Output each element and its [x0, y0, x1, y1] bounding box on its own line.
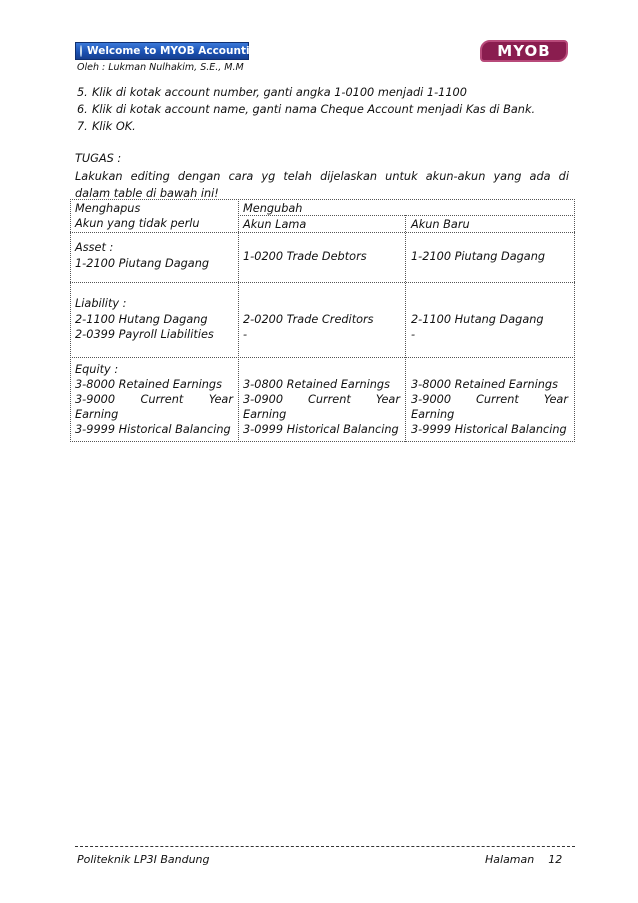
header-new-account: Akun Baru — [411, 218, 470, 231]
tugas-line-2: dalam table di bawah ini! — [75, 187, 219, 200]
author-line: Oleh : Lukman Nulhakim, S.E., M.M — [77, 62, 244, 73]
table-divider — [405, 215, 406, 442]
header-change: Mengubah — [243, 202, 303, 215]
footer-divider — [75, 846, 575, 847]
asset-label: Asset : — [75, 241, 114, 254]
equity-delete-cell: 3-8000 Retained Earnings — [75, 378, 222, 391]
liability-delete-cell: 2-1100 Hutang Dagang — [75, 313, 208, 326]
tugas-instructions — [75, 168, 569, 202]
table-divider — [238, 199, 239, 442]
page-number: 12 — [548, 853, 563, 866]
table-border — [70, 441, 575, 442]
asset-old-cell: 1-0200 Trade Debtors — [243, 250, 367, 263]
equity-delete-cell: 3-9000 Current Year — [75, 393, 233, 406]
equity-old-cell: Earning — [243, 408, 287, 421]
table-border — [70, 199, 575, 200]
asset-new-cell: 1-2100 Piutang Dagang — [411, 250, 546, 263]
step-item: 7. Klik OK. — [77, 120, 136, 133]
banner-text: Welcome to MYOB Accounting — [87, 45, 265, 57]
tugas-line-1: Lakukan editing dengan cara yg telah dijelaskan untuk akun-akun yang ada di — [75, 170, 569, 183]
equity-new-cell: Earning — [411, 408, 455, 421]
liability-old-cell: - — [243, 328, 248, 341]
equity-new-cell: 3-9000 Current Year — [411, 393, 568, 406]
accounts-table — [70, 199, 575, 442]
equity-delete-cell: Earning — [75, 408, 119, 421]
steps-list — [77, 84, 535, 135]
page-indicator — [485, 853, 562, 866]
table-divider — [70, 282, 575, 283]
liability-old-cell: 2-0200 Trade Creditors — [243, 313, 374, 326]
asset-delete-cell: 1-2100 Piutang Dagang — [75, 257, 210, 270]
footer-institution: Politeknik LP3I Bandung — [77, 853, 210, 866]
equity-old-cell: 3-0999 Historical Balancing — [243, 423, 399, 436]
logo-text: MYOB — [497, 42, 551, 60]
equity-delete-cell: 3-9999 Historical Balancing — [75, 423, 231, 436]
equity-new-cell: 3-8000 Retained Earnings — [411, 378, 558, 391]
equity-label: Equity : — [75, 363, 119, 376]
equity-old-cell: 3-0800 Retained Earnings — [243, 378, 390, 391]
liability-delete-cell: 2-0399 Payroll Liabilities — [75, 328, 214, 341]
header-delete: Menghapus — [75, 202, 141, 215]
liability-new-cell: 2-1100 Hutang Dagang — [411, 313, 544, 326]
globe-icon — [80, 45, 82, 57]
page-label: Halaman — [485, 853, 535, 866]
equity-old-cell: 3-0900 Current Year — [243, 393, 400, 406]
table-border — [70, 199, 71, 442]
table-divider — [70, 232, 575, 233]
tugas-title: TUGAS : — [75, 152, 122, 165]
table-divider — [70, 357, 575, 358]
table-border — [574, 199, 575, 442]
header-old-account: Akun Lama — [243, 218, 307, 231]
header-unneeded-accounts: Akun yang tidak perlu — [75, 217, 200, 230]
liability-new-cell: - — [411, 328, 416, 341]
welcome-banner — [75, 42, 265, 60]
step-item: 5. Klik di kotak account number, ganti angka 1-0100 menjadi 1-1100 — [77, 86, 467, 99]
liability-label: Liability : — [75, 297, 127, 310]
myob-logo — [480, 40, 568, 62]
equity-new-cell: 3-9999 Historical Balancing — [411, 423, 567, 436]
step-item: 6. Klik di kotak account name, ganti nama Cheque Account menjadi Kas di Bank. — [77, 103, 536, 116]
